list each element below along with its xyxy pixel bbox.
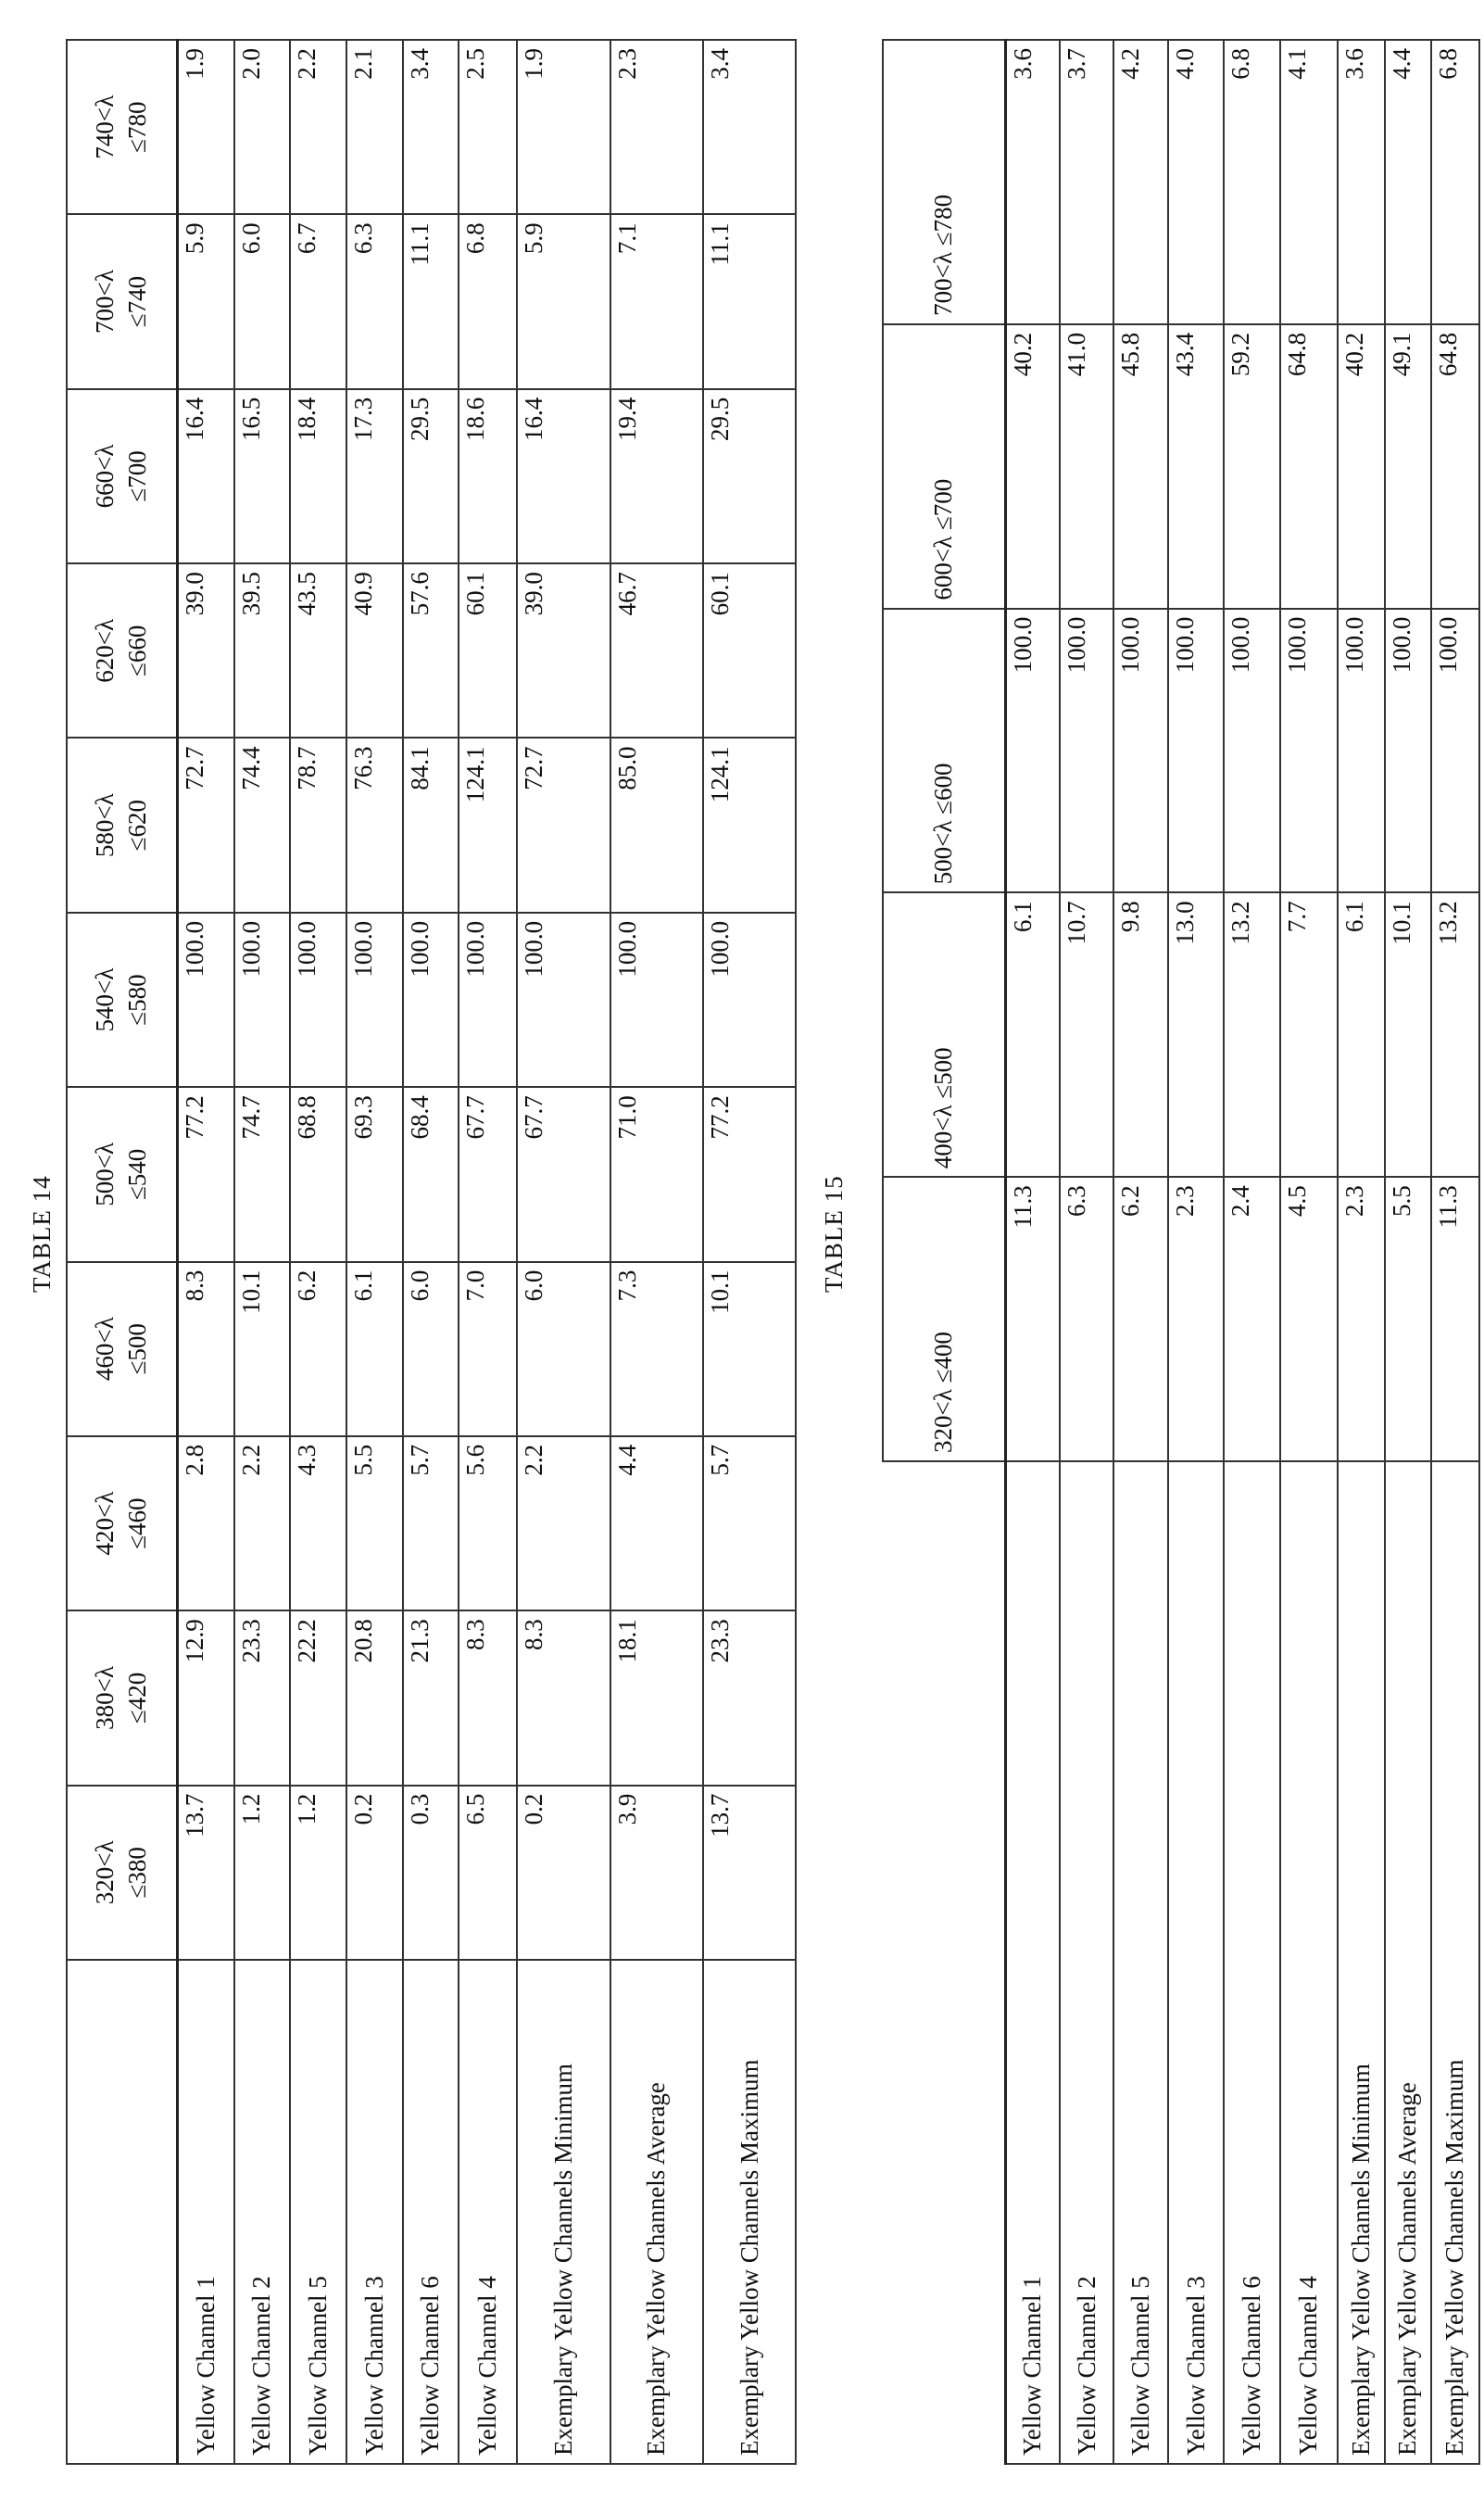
row-label: Exemplary Yellow Channels Average	[1385, 1461, 1431, 2464]
table-cell: 2.8	[177, 1436, 234, 1610]
table-cell: 13.7	[703, 1786, 796, 1960]
table-row	[517, 40, 610, 2464]
table-cell: 18.1	[610, 1610, 704, 1785]
table-cell: 22.2	[290, 1610, 346, 1785]
table-cell: 124.1	[703, 738, 796, 912]
table-15	[882, 39, 1480, 2465]
column-header-line: 580<λ	[89, 746, 121, 903]
table-cell: 2.1	[346, 40, 403, 214]
table-cell: 100.0	[234, 913, 291, 1087]
table-cell: 20.8	[346, 1610, 403, 1785]
table-cell: 6.5	[459, 1786, 517, 1960]
table-cell: 18.4	[290, 389, 346, 563]
table-cell: 4.4	[610, 1436, 704, 1610]
table-row	[1224, 40, 1279, 2464]
row-label: Yellow Channel 6	[1224, 1461, 1279, 2464]
row-label: Yellow Channel 2	[1060, 1461, 1113, 2464]
table-cell: 6.8	[459, 214, 517, 388]
table-cell: 40.9	[346, 563, 403, 738]
table-cell: 39.0	[517, 563, 610, 738]
row-label: Exemplary Yellow Channels Maximum	[1431, 1461, 1479, 2464]
row-label: Yellow Channel 3	[1168, 1461, 1224, 2464]
table-14	[66, 39, 797, 2465]
table-cell: 17.3	[346, 389, 403, 563]
table-cell: 6.3	[1060, 1177, 1113, 1461]
column-header: 500<λ ≤600	[883, 609, 1005, 893]
table-row	[234, 40, 291, 2464]
column-header: 320<λ ≤400	[883, 1177, 1005, 1461]
column-header	[67, 1786, 177, 1960]
table-cell: 43.4	[1168, 324, 1224, 609]
table-cell: 23.3	[703, 1610, 796, 1785]
table-cell: 0.3	[403, 1786, 459, 1960]
table-cell: 3.4	[703, 40, 796, 214]
table-cell: 2.3	[610, 40, 704, 214]
table-cell: 13.7	[177, 1786, 234, 1960]
table-cell: 3.6	[1005, 40, 1060, 324]
table-cell: 100.0	[290, 913, 346, 1087]
table-cell: 4.3	[290, 1436, 346, 1610]
table-cell: 10.1	[234, 1262, 291, 1436]
table-cell: 0.2	[517, 1786, 610, 1960]
table-cell: 74.4	[234, 738, 291, 912]
table-cell: 41.0	[1060, 324, 1113, 609]
table-cell: 45.8	[1113, 324, 1168, 609]
table-cell: 2.3	[1168, 1177, 1224, 1461]
table-cell: 76.3	[346, 738, 403, 912]
column-header	[67, 1262, 177, 1436]
table-cell: 3.9	[610, 1786, 704, 1960]
table-row	[1113, 40, 1168, 2464]
table-cell: 2.0	[234, 40, 291, 214]
column-header	[67, 738, 177, 912]
table-cell: 7.7	[1280, 892, 1338, 1177]
column-header-line: 500<λ	[89, 1095, 121, 1253]
column-header-line: 420<λ	[89, 1445, 121, 1602]
table-cell: 6.8	[1431, 40, 1479, 324]
table-row	[1385, 40, 1431, 2464]
table-cell: 100.0	[1113, 609, 1168, 893]
table-cell: 49.1	[1385, 324, 1431, 609]
table-cell: 7.0	[459, 1262, 517, 1436]
column-header-line: ≤700	[121, 398, 154, 555]
table-cell: 2.2	[234, 1436, 291, 1610]
table-cell: 13.0	[1168, 892, 1224, 1177]
table-cell: 39.0	[177, 563, 234, 738]
column-header	[67, 214, 177, 388]
table-cell: 7.1	[610, 214, 704, 388]
table-row	[177, 40, 234, 2464]
table-cell: 4.1	[1280, 40, 1338, 324]
table-cell: 64.8	[1280, 324, 1338, 609]
column-header-line: 660<λ	[89, 398, 121, 555]
table-cell: 77.2	[703, 1087, 796, 1261]
table-cell: 2.5	[459, 40, 517, 214]
column-header-line: 700<λ	[89, 222, 121, 380]
table-cell: 4.0	[1168, 40, 1224, 324]
row-label: Exemplary Yellow Channels Minimum	[1338, 1461, 1385, 2464]
table-cell: 4.4	[1385, 40, 1431, 324]
column-header-line: ≤740	[121, 222, 154, 380]
table-cell: 67.7	[459, 1087, 517, 1261]
table-cell: 6.0	[234, 214, 291, 388]
column-header-line: ≤620	[121, 746, 154, 903]
table-row	[459, 40, 517, 2464]
table-cell: 5.7	[703, 1436, 796, 1610]
column-header-line: 320<λ	[89, 1794, 121, 1951]
row-label: Yellow Channel 4	[1280, 1461, 1338, 2464]
column-header: 400<λ ≤500	[883, 892, 1005, 1177]
row-label: Yellow Channel 3	[346, 1960, 403, 2464]
table-row	[610, 40, 704, 2464]
table-cell: 1.9	[517, 40, 610, 214]
table-cell: 124.1	[459, 738, 517, 912]
table-cell: 68.4	[403, 1087, 459, 1261]
table-cell: 29.5	[703, 389, 796, 563]
column-header-line: ≤780	[121, 48, 154, 206]
table-cell: 74.7	[234, 1087, 291, 1261]
table-cell: 13.2	[1224, 892, 1279, 1177]
column-header-line: 380<λ	[89, 1619, 121, 1776]
table-cell: 6.1	[1338, 892, 1385, 1177]
table-cell: 100.0	[346, 913, 403, 1087]
table-row	[290, 40, 346, 2464]
table-cell: 1.2	[234, 1786, 291, 1960]
table-cell: 6.0	[403, 1262, 459, 1436]
table-cell: 2.3	[1338, 1177, 1385, 1461]
table-cell: 77.2	[177, 1087, 234, 1261]
table-cell: 5.7	[403, 1436, 459, 1610]
table-cell: 69.3	[346, 1087, 403, 1261]
row-label: Yellow Channel 5	[1113, 1461, 1168, 2464]
table-cell: 100.0	[1224, 609, 1279, 893]
table-cell: 11.3	[1005, 1177, 1060, 1461]
table-cell: 6.7	[290, 214, 346, 388]
table-cell: 84.1	[403, 738, 459, 912]
table-cell: 4.5	[1280, 1177, 1338, 1461]
table-cell: 5.5	[1385, 1177, 1431, 1461]
table-cell: 7.3	[610, 1262, 704, 1436]
header-corner-cell	[67, 1960, 177, 2464]
table-cell: 19.4	[610, 389, 704, 563]
table-cell: 5.5	[346, 1436, 403, 1610]
column-header	[67, 40, 177, 214]
column-header-line: 620<λ	[89, 572, 121, 729]
table-cell: 100.0	[703, 913, 796, 1087]
column-header-line: ≤380	[121, 1794, 154, 1951]
table-cell: 100.0	[177, 913, 234, 1087]
table-cell: 59.2	[1224, 324, 1279, 609]
table-cell: 60.1	[703, 563, 796, 738]
column-header-line: ≤420	[121, 1619, 154, 1776]
table-cell: 1.9	[177, 40, 234, 214]
table-cell: 100.0	[1280, 609, 1338, 893]
column-header-line: ≤460	[121, 1445, 154, 1602]
row-label: Exemplary Yellow Channels Maximum	[703, 1960, 796, 2464]
table-cell: 57.6	[403, 563, 459, 738]
table-cell: 100.0	[459, 913, 517, 1087]
table-cell: 3.4	[403, 40, 459, 214]
row-label: Yellow Channel 6	[403, 1960, 459, 2464]
table-cell: 5.6	[459, 1436, 517, 1610]
table-cell: 6.3	[346, 214, 403, 388]
table-row	[346, 40, 403, 2464]
table-cell: 5.9	[517, 214, 610, 388]
table-row	[1280, 40, 1338, 2464]
table-row	[703, 40, 796, 2464]
column-header	[67, 1610, 177, 1785]
column-header-line: ≤580	[121, 921, 154, 1079]
table-cell: 0.2	[346, 1786, 403, 1960]
table-cell: 100.0	[517, 913, 610, 1087]
table-cell: 100.0	[1060, 609, 1113, 893]
column-header-line: 540<λ	[89, 921, 121, 1079]
table-cell: 6.2	[290, 1262, 346, 1436]
table-cell: 100.0	[403, 913, 459, 1087]
table-15-title: TABLE 15	[820, 1175, 849, 1293]
table-row	[403, 40, 459, 2464]
table-cell: 6.8	[1224, 40, 1279, 324]
table-cell: 16.4	[177, 389, 234, 563]
table-cell: 4.2	[1113, 40, 1168, 324]
table-row	[1168, 40, 1224, 2464]
table-cell: 100.0	[1168, 609, 1224, 893]
column-header: 600<λ ≤700	[883, 324, 1005, 609]
table-cell: 2.4	[1224, 1177, 1279, 1461]
table-cell: 40.2	[1338, 324, 1385, 609]
table-row	[1431, 40, 1479, 2464]
table-cell: 29.5	[403, 389, 459, 563]
column-header	[67, 1087, 177, 1261]
table-cell: 12.9	[177, 1610, 234, 1785]
table-cell: 16.4	[517, 389, 610, 563]
table-cell: 72.7	[177, 738, 234, 912]
table-cell: 39.5	[234, 563, 291, 738]
table-cell: 10.1	[1385, 892, 1431, 1177]
table-cell: 10.7	[1060, 892, 1113, 1177]
table-cell: 11.1	[703, 214, 796, 388]
table-cell: 3.6	[1338, 40, 1385, 324]
table-14-title: TABLE 14	[28, 1175, 57, 1293]
table-cell: 8.3	[517, 1610, 610, 1785]
table-cell: 11.3	[1431, 1177, 1479, 1461]
table-cell: 78.7	[290, 738, 346, 912]
table-cell: 46.7	[610, 563, 704, 738]
table-cell: 3.7	[1060, 40, 1113, 324]
table-cell: 6.1	[346, 1262, 403, 1436]
table-cell: 100.0	[1005, 609, 1060, 893]
column-header-line: 740<λ	[89, 48, 121, 206]
table-cell: 43.5	[290, 563, 346, 738]
table-cell: 100.0	[1338, 609, 1385, 893]
table-cell: 67.7	[517, 1087, 610, 1261]
table-cell: 8.3	[177, 1262, 234, 1436]
column-header	[67, 563, 177, 738]
table-cell: 23.3	[234, 1610, 291, 1785]
column-header	[67, 913, 177, 1087]
table-cell: 1.2	[290, 1786, 346, 1960]
table-cell: 6.0	[517, 1262, 610, 1436]
table-cell: 100.0	[1431, 609, 1479, 893]
column-header: 700<λ ≤780	[883, 40, 1005, 324]
table-cell: 100.0	[1385, 609, 1431, 893]
column-header-line: ≤540	[121, 1095, 154, 1253]
table-cell: 71.0	[610, 1087, 704, 1261]
table-cell: 13.2	[1431, 892, 1479, 1177]
row-label: Yellow Channel 5	[290, 1960, 346, 2464]
row-label: Yellow Channel 1	[177, 1960, 234, 2464]
table-cell: 18.6	[459, 389, 517, 563]
table-cell: 64.8	[1431, 324, 1479, 609]
row-label: Exemplary Yellow Channels Average	[610, 1960, 704, 2464]
table-cell: 100.0	[610, 913, 704, 1087]
row-label: Exemplary Yellow Channels Minimum	[517, 1960, 610, 2464]
table-row	[1060, 40, 1113, 2464]
column-header	[67, 1436, 177, 1610]
table-cell: 9.8	[1113, 892, 1168, 1177]
table-cell: 6.1	[1005, 892, 1060, 1177]
column-header-line: ≤660	[121, 572, 154, 729]
table-cell: 85.0	[610, 738, 704, 912]
table-cell: 21.3	[403, 1610, 459, 1785]
table-cell: 2.2	[290, 40, 346, 214]
table-cell: 5.9	[177, 214, 234, 388]
column-header	[67, 389, 177, 563]
table-cell: 8.3	[459, 1610, 517, 1785]
row-label: Yellow Channel 4	[459, 1960, 517, 2464]
column-header-line: 460<λ	[89, 1270, 121, 1428]
table-cell: 11.1	[403, 214, 459, 388]
table-cell: 72.7	[517, 738, 610, 912]
row-label: Yellow Channel 2	[234, 1960, 291, 2464]
table-cell: 68.8	[290, 1087, 346, 1261]
table-row	[1338, 40, 1385, 2464]
row-label: Yellow Channel 1	[1005, 1461, 1060, 2464]
table-cell: 10.1	[703, 1262, 796, 1436]
column-header-line: ≤500	[121, 1270, 154, 1428]
table-row	[1005, 40, 1060, 2464]
table-cell: 40.2	[1005, 324, 1060, 609]
header-corner-cell	[883, 1461, 1005, 2464]
table-cell: 16.5	[234, 389, 291, 563]
table-cell: 2.2	[517, 1436, 610, 1610]
table-cell: 6.2	[1113, 1177, 1168, 1461]
table-cell: 60.1	[459, 563, 517, 738]
